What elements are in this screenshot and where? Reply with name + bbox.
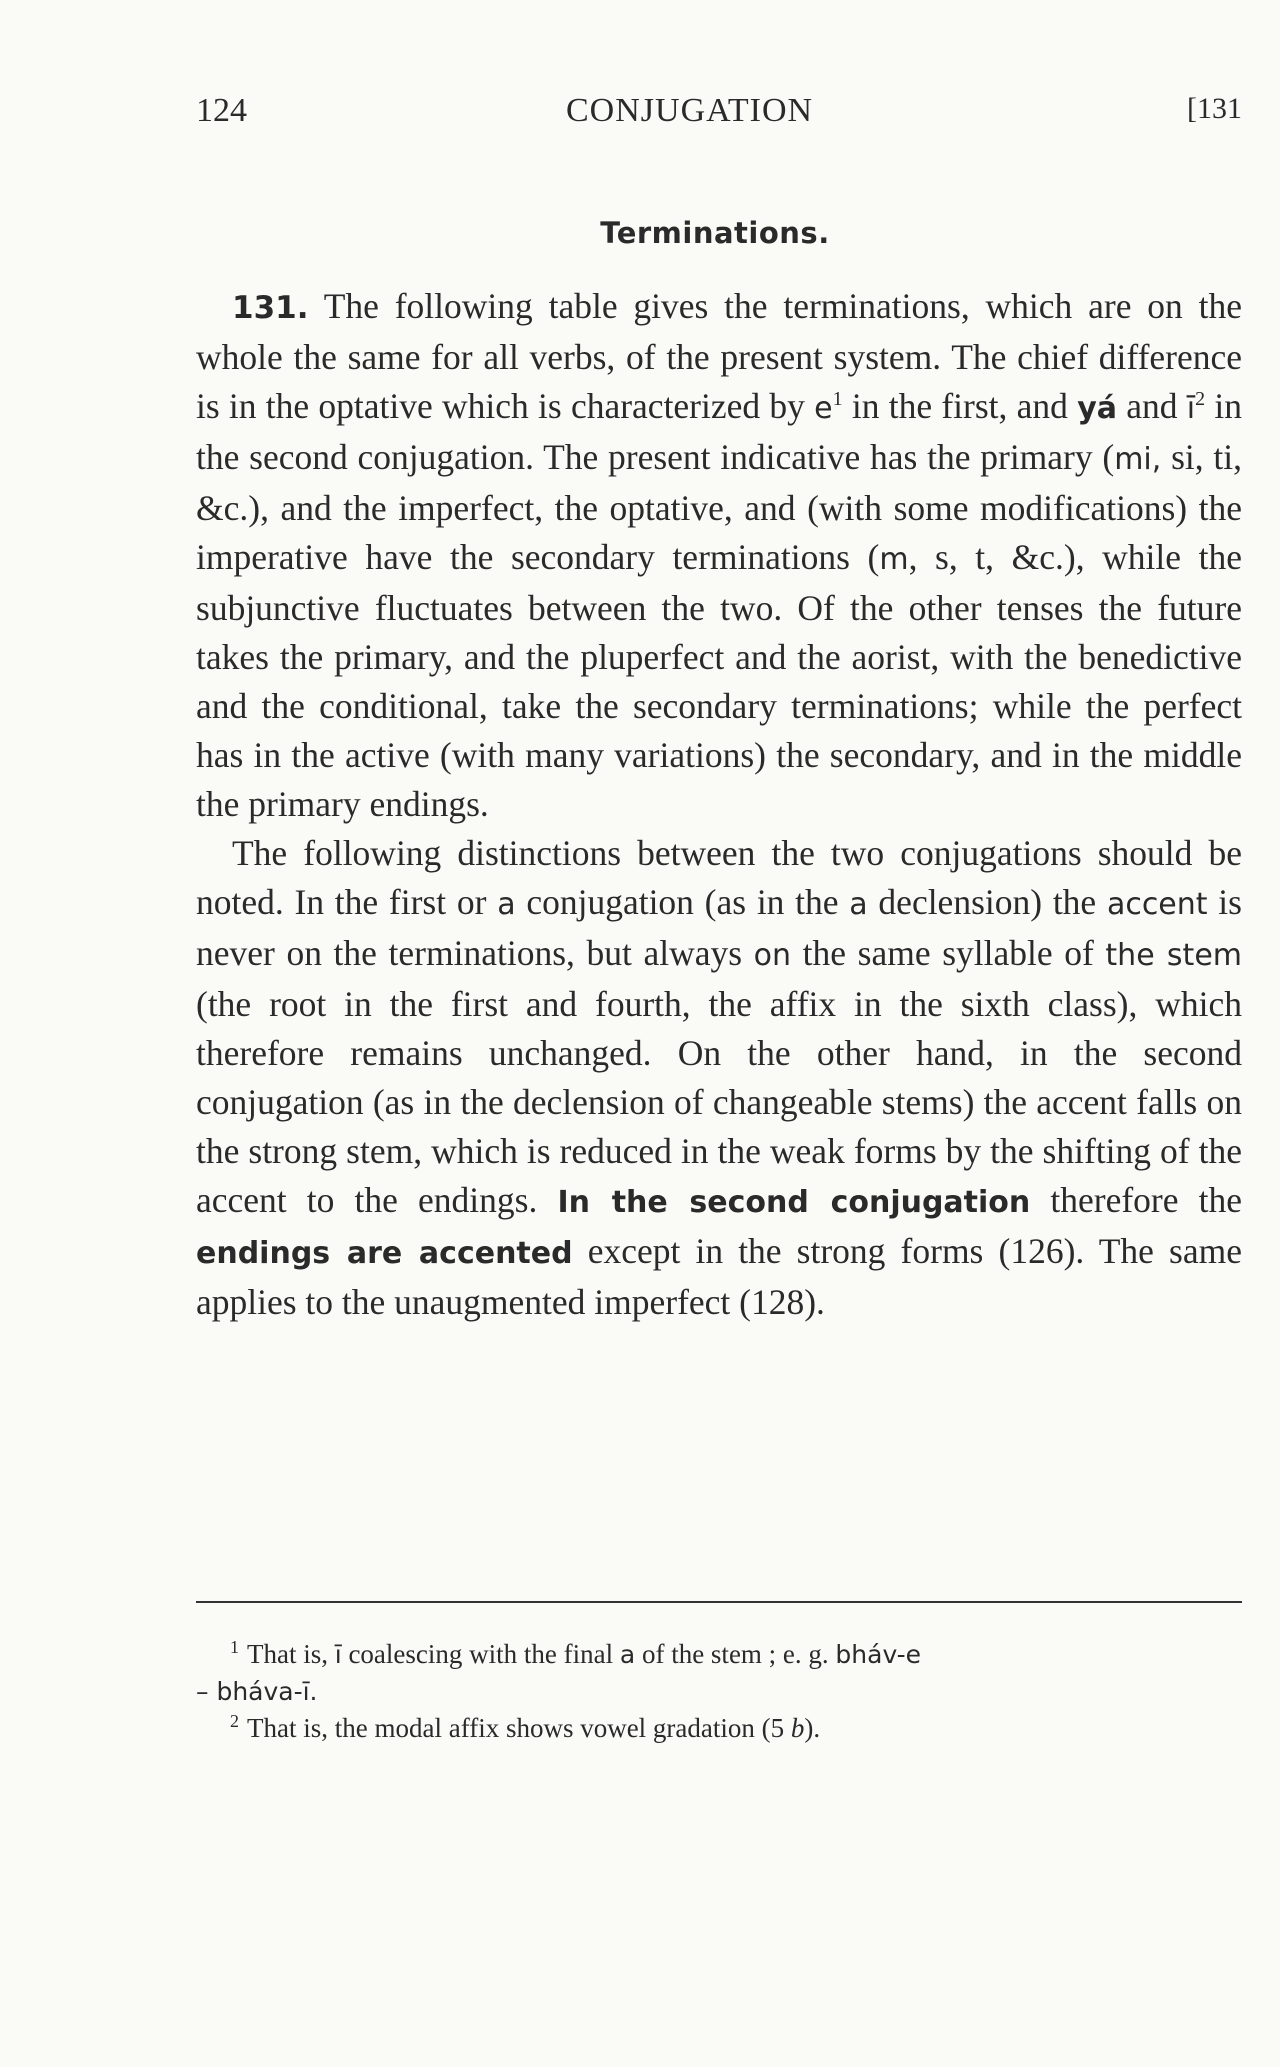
paragraph-distinctions bbox=[196, 829, 1242, 1327]
emphasis-second-conjugation: In the second conjugation bbox=[557, 1185, 1031, 1220]
text-run: ). bbox=[804, 1713, 821, 1743]
footnote-divider bbox=[196, 1601, 1242, 1603]
footnote-ref-2[interactable]: 2 bbox=[1195, 388, 1206, 411]
footnote-1 bbox=[196, 1636, 1242, 1710]
paragraph-131 bbox=[196, 282, 1242, 829]
text-run: That is, bbox=[247, 1639, 335, 1669]
footnote-marker: 1 bbox=[230, 1637, 239, 1657]
footnotes bbox=[196, 1636, 1242, 1746]
text-run: The following distinctions between the two conjugations should be noted. In the first or bbox=[196, 833, 1242, 922]
footnote-2 bbox=[196, 1710, 1242, 1746]
footnote-marker: 2 bbox=[230, 1711, 239, 1731]
term-a: a bbox=[849, 887, 868, 922]
text-run: therefore the bbox=[1030, 1180, 1243, 1220]
ref-letter: b bbox=[790, 1713, 805, 1743]
term-bhav-e: bháv-e bbox=[835, 1640, 921, 1669]
term-m: m bbox=[879, 542, 909, 577]
text-run: declension) the bbox=[867, 882, 1107, 922]
term-accent: accent bbox=[1106, 887, 1208, 922]
text-run: in the first, and bbox=[842, 386, 1078, 426]
term-on: on bbox=[753, 938, 792, 973]
term-bhava-i: – bháva-ī. bbox=[196, 1677, 318, 1706]
term-a: a bbox=[619, 1640, 636, 1669]
text-run: coalescing with the final bbox=[341, 1639, 620, 1669]
running-header bbox=[196, 92, 1242, 140]
text-run: and bbox=[1117, 386, 1187, 426]
emphasis-endings-accented: endings are accented bbox=[196, 1236, 573, 1271]
text-run: conjugation (as in the bbox=[515, 882, 850, 922]
term-i: ī bbox=[1186, 391, 1196, 426]
text-run: of the stem ; e. g. bbox=[635, 1639, 836, 1669]
term-ya: yá bbox=[1077, 391, 1117, 426]
term-mi: mi, bbox=[1114, 442, 1162, 477]
section-number: 131. bbox=[232, 290, 309, 326]
text-run: is never on the terminations, but always bbox=[196, 882, 1242, 973]
text-run: in the second conjugation. The present indicative has the primary ( bbox=[196, 386, 1242, 477]
page-number: 124 bbox=[196, 92, 247, 129]
text-run: The following table gives the terminations, which are on the whole the same for all verbs, of the present system. The chief difference is in the optative which is characterized by bbox=[196, 286, 1242, 426]
text-run: the same syllable of bbox=[791, 933, 1106, 973]
running-title: CONJUGATION bbox=[566, 92, 814, 129]
body-text bbox=[196, 282, 1242, 1327]
text-run: , s, t, &c.), while the subjunctive fluctuates between the two. Of the other tenses the future takes the primary, and the pluperfect and the aorist, with the benedictive and the conditional, take the secondary terminations; while the perfect has in the active (with many variations) the secondary, and in the middle the primary endings. bbox=[196, 537, 1242, 824]
term-i: ī bbox=[334, 1640, 342, 1669]
term-e: e bbox=[814, 391, 833, 426]
text-run: si, ti, &c.), and the imperfect, the optative, and (with some modifications) the imperative have the secondary terminations ( bbox=[196, 437, 1242, 577]
section-heading: Terminations. bbox=[600, 216, 830, 250]
section-reference: [131 bbox=[1187, 92, 1242, 125]
text-run: (the root in the first and fourth, the affix in the sixth class), which therefore remains unchanged. On the other hand, in the second conjugation (as in the declension of changeable stems) the accent falls on the strong stem, which is reduced in the weak forms by the shifting of the accent to the endings. bbox=[196, 984, 1242, 1220]
text-run: except in the strong forms (126). The same applies to the unaugmented imperfect (128). bbox=[196, 1231, 1242, 1322]
term-a: a bbox=[497, 887, 516, 922]
footnote-ref-1[interactable]: 1 bbox=[832, 388, 843, 411]
term-the-stem: the stem bbox=[1105, 938, 1243, 973]
text-run: That is, the modal affix shows vowel gradation (5 bbox=[247, 1713, 791, 1743]
